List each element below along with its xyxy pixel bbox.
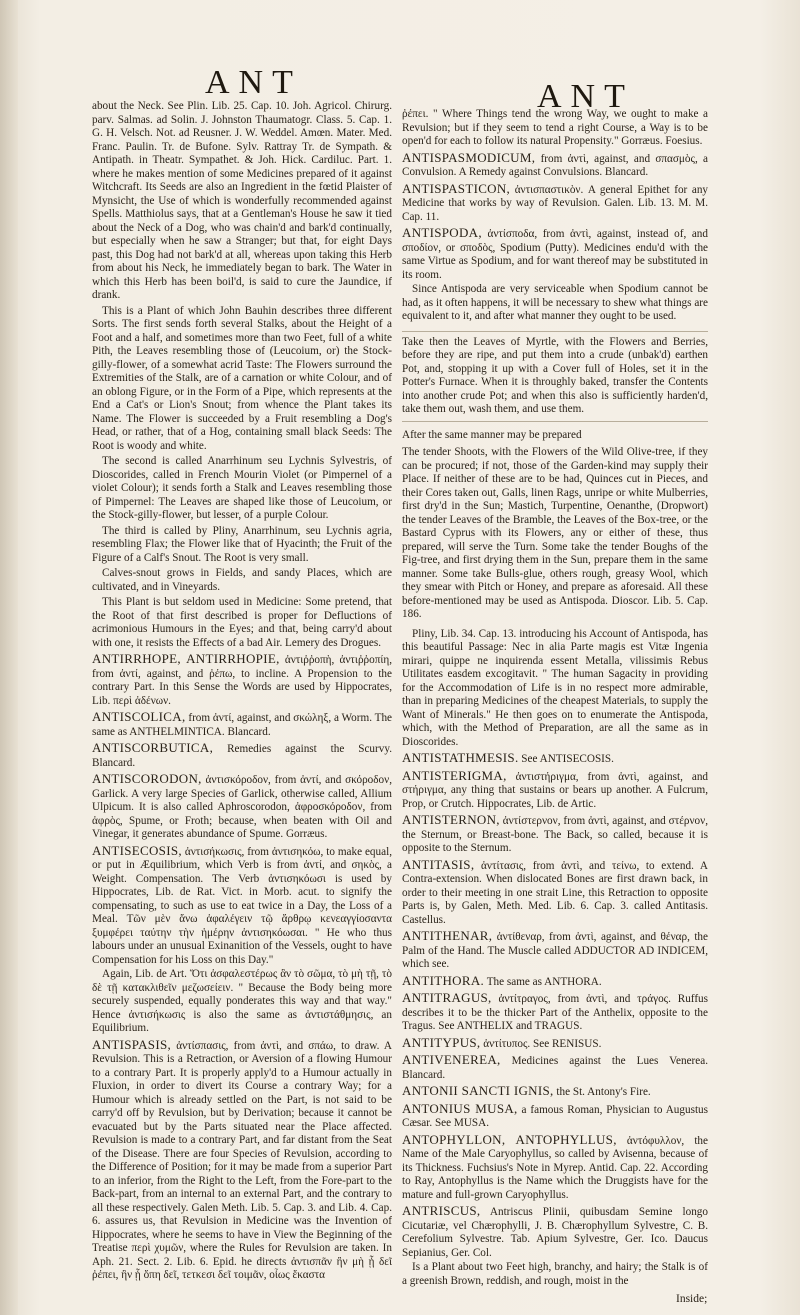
entry-text: ἀντίτυπος. See RENISUS. [483,1037,602,1050]
entry-headword: ANTISPASTICON, [402,180,511,196]
entry-text: Again, Lib. de Art. Ὅτι ἀσφαλεστέρως ἂν τὸ σῶμα, τὸ μὴ τῇ, τὸ δὲ τῇ κατακλιθεῖν μεζωσείειν. " Because the Body being more securely suspended, equally ponderates this way and that way." Hence ἀντισήκωσις is also the same as ἀντιστάθμησις, an Equilibrium. [92,968,392,1034]
entry-headword: ANTONII SANCTI IGNIS, [402,1083,554,1098]
dictionary-entry [402,1133,708,1203]
entry-text: ἀντισκόροδον, from ἀντί, and σκόροδον, Garlick. A very large Species of Garlick, otherwise called, Allium Ulpicum. It is also called Aphroscorodon, ἀφροσκόροδον, from ἀφρὸς, Spume, or Froth; because, when beaten with Oil and Vinegar, it generates abundance of Spume. Gorræus. [92,774,392,840]
entry-headword: ANTRISCUS, [402,1203,481,1218]
entry-text: See ANTISECOSIS. [521,753,614,765]
recipe-block: Take then the Leaves of Myrtle, with the Flowers and Berries, before they are ripe, and put them into a crude (unbak'd) earthen Pot, and, stopping it up with a Cover full of Holes, set it in the Potter's Furnace. When it is throughly baked, transfer the Contents into another crude Pot; and when this also is sufficiently harden'd, take them out, wash them, and use them. [402,331,708,422]
dictionary-entry [402,1053,708,1082]
entry-text: ἀντίτραγος, from ἀντὶ, and τράγος. Ruffus describes it to be the thicker Part of the Anthelix, opposite to the Tragus. See ANTHELIX and TRAGUS. [402,993,708,1032]
entry-text: The same as ANTHORA. [486,975,602,988]
dictionary-entry [402,151,708,180]
entry-text: Antriscus Plinii, quibusdam Semine longo Cicutariæ, vel Chærophylli, J. B. Chærophyllum Sylvestre, C. B. Cerefolium Sylvestre. Tab. Apium Sylvestre, Ger. Ico. Daucus Sepianius, Ger. Col. [402,1206,708,1259]
dictionary-entry [402,751,708,767]
dictionary-entry [402,813,708,856]
entry-text: Remedies against the Scurvy. Blancard. [92,743,392,769]
left-column [92,100,392,1290]
page-spine-shadow [0,0,18,1315]
dictionary-entry [402,769,708,812]
entry-headword: ANTISPODA, [402,225,482,240]
dictionary-entry [92,710,392,739]
dictionary-entry [402,991,708,1034]
entry-text: ἀντίθεναρ, from ἀντὶ, against, and θέναρ, the Palm of the Hand. The Muscle called ADDUCTOR AD INDICEM, which see. [402,931,708,970]
dictionary-entry [402,1102,708,1131]
dictionary-entry [92,1038,392,1283]
entry-headword: ANTONIUS MUSA, [402,1100,518,1116]
entry-headword: ANTITASIS, [402,856,475,872]
running-head-left: ANT [205,64,302,101]
entry-headword: ANTITYPUS, [402,1034,481,1050]
right-column [402,108,708,1298]
dictionary-entry [402,974,708,990]
entry-text: from ἀντί, against, and σκώληξ, a Worm. The same as ANTHELMINTICA. Blancard. [92,712,392,738]
dictionary-entry [402,1084,708,1100]
entry-headword: ANTITRAGUS, [402,990,492,1005]
entry-text: ἀντισπαστικὸν. A general Epithet for any Medicine that works by way of Revulsion. Galen. Lib. 13. M. M. Cap. 11. [402,183,708,223]
entry-headword: ANTISCORBUTICA, [92,740,214,755]
entry-headword: ANTISTERNON, [402,812,500,827]
entry-text: ἀντισήκωσις, from ἀντισηκόω, to make equal, or put in Æquilibrium, which Verb is from ἀντί, and σηκὸς, a Weight. Compensation. The Verb ἀντισηκόωσι is used by Hippocrates, Lib. de Rat. Vict. in Morb. acut. to signify the compensating, to such as use to eat twice in a Day, the Loss of a Meal. Τῶν μὲν ἄνω ἀφαλέγειν τῷ ἄρθρῳ κενεαγγίοσαντα ξυμφέρει ταύτην τὴν ἡμέρην ἀντισηκόωσαι. " He who thus labours under an unusual Exinanition of the Vessels, ought to have Compensation for his Loss on this Day." [92,845,392,966]
entry-list-left [92,652,392,1283]
running-head-right: ANT [537,78,634,115]
entry-headword: ANTISPASIS, [92,1036,172,1052]
dictionary-entry [402,1036,708,1052]
entry-headword: ANTOPHYLLON, ANTOPHYLLUS, [402,1131,617,1147]
entry-headword: ANTIVENEREA, [402,1052,501,1067]
dictionary-entry [92,844,392,968]
entry-text: ἀντίστερνον, from ἀντὶ, against, and στέρνον, the Sternum, or Breast-bone. The Back, so called, because it is opposite to the Sternum. [402,815,708,854]
entry-headword: ANTISTATHMESIS. [402,750,519,765]
paragraph: Calves-snout grows in Fields, and sandy Places, which are cultivated, and in Vineyards. [92,567,392,593]
dictionary-entry [402,858,708,928]
paragraph: This is a Plant of which John Bauhin describes three different Sorts. The first sends forth several Stalks, about the Height of a Foot and a half, and sometimes more than two Feet, full of a white Pith, the Leaves resembling those of (Leucoium, or) the Stock-gilly-flower, of a somewhat acrid Taste: The Flowers surround the Extremities of the Stalk, are of a carnation or white Colour, and of an oblong Figure, or in the Form of a Pipe, which represents at the End a Cat's or Lion's Snout; from whence the Plant takes its Name. The Flower is succeeded by a Fruit resembling a Dog's Head, or rather, that of a Hog, containing small black Seeds: The Root is woody and white. [92,304,392,452]
entry-headword: ANTITHORA. [402,972,485,988]
paragraph: ῥέπει. " Where Things tend the wrong Way, we ought to make a Revulsion; but if they seem to tend a right Course, a Way is to be open'd for each to follow its natural Propensity." Gorræus. Foesius. [402,108,708,147]
recipe-heading: After the same manner may be prepared [402,428,582,441]
dictionary-entry [402,1204,708,1260]
entry-text: the St. Antony's Fire. [556,1086,651,1098]
entry-continuation [92,968,392,1036]
dictionary-entry [92,772,392,842]
entry-text: Medicines against the Lues Venerea. Blancard. [402,1055,708,1081]
entry-text: ἀντιῤῥοπὴ, ἀντιῤῥοπίη, from ἀντί, against, and ῥέπω, to incline. A Propension to the contrary Part. In this Sense the Words are used by Hippocrates, Lib. περὶ ἀδένων. [92,654,392,707]
entry-text: ἀντίτασις, from ἀντὶ, and τείνω, to extend. A Contra-extension. When dislocated Bones are first drawn back, in order to their meeting in one strait Line, this Retraction to opposite Parts is, by Galen, Meth. Med. Lib. 6. Cap. 3. called Antitasis. Castellus. [402,859,708,926]
paragraph: The third is called by Pliny, Anarrhinum, seu Lychnis agria, resembling Flax; the Flower like that of Hyacinth; the Fruit of the Figure of a Calf's Snout. The Root is very small. [92,524,392,564]
paragraph: Is a Plant about two Feet high, branchy, and hairy; the Stalk is of a greenish Brown, reddish, and rough, moist in the [402,1261,708,1287]
entry-headword: ANTISECOSIS, [92,842,182,858]
entry-headword: ANTITHENAR, [402,928,493,943]
entry-text: from ἀντὶ, against, and σπασμὸς, a Convulsion. A Remedy against Convulsions. Blancard. [402,152,708,178]
entry-headword: ANTISCOLICA, [92,709,186,724]
paragraph: Pliny, Lib. 34. Cap. 13. introducing his Account of Antispoda, has this beautiful Passage: Nec in alia Parte magis est Vitæ Ingenia mirari, quippe ne inquirenda essent Metalla, vilissimis Rebus Utilitates easdem excogitavit. " The human Sagacity in providing for the Accommodation of Life is in no respect more admirable, than in preparing Medicines of the cheapest Materials, to supply the Want of Minerals." He then goes on to enumerate the Antispoda, which, with the Method of Preparation, are all the same as in Dioscorides. [402,627,708,748]
paragraph: This Plant is but seldom used in Medicine: Some pretend, that the Root of that first described is proper for Defluctions of acrimonious Humours in the Eyes; and that, being carry'd about with one, it resists the Effects of a bad Air. Lemery des Drogues. [92,596,392,649]
recipe-block: The tender Shoots, with the Flowers of the Wild Olive-tree, if they can be procured; if not, those of the Garden-kind may supply their Place. If neither of these are to be had, Quinces cut in Pieces, and their Cores taken out, Galls, linen Rags, unripe or white Mulberries, first dry'd in the Sun; Mastich, Turpentine, Oenanthe, (Dropwort) the tender Leaves of the Bramble, the Leaves of the Box-tree, or the Bastard Cyprus with its Flowers, any or either of these, thus prepared, will serve the Turn. Some take the tender Boughs of the Fig-tree, and first drying them in the Sun, prepare them in the same manner. Some take Bulls-glue, others rough, greasy Wool, which they smear with Pitch or Honey, and prepare as aforesaid. All these before-mentioned may be used as Antispoda. Dioscor. Lib. 5. Cap. 186. [402,446,708,620]
entry-text: a famous Roman, Physician to Augustus Cæsar. See MUSA. [402,1103,708,1129]
entry-text: ἀντίσπασις, from ἀντὶ, and σπάω, to draw. A Revulsion. This is a Retraction, or Aversion of a flowing Humour to a contrary Part. It is properly apply'd to a Humour actually in Fluxion, in order to divert its Course a contrary Way; for a Humour which is already settled on the Part, is not said to be carry'd off by Revulsion, but by Derivation; because it cannot be evacuated but by the Parts situated near the Place affected. Revulsion is made to a contrary Part, and far distant from the Seat of the Disease. There are four Species of Revulsion, according to the Difference of Position; for it may be made from a superior Part to an inferior, from the Right to the Left, from the Fore-part to the Back-part, from an internal to an external Part, and the contrary to all these respectively. Galen Meth. Lib. 5. Cap. 3. and Lib. 4. Cap. 6. assures us, that Revulsion in Medicine was the Invention of Hippocrates, where he seems to have in View the Beginning of the Treatise περὶ χυμῶν, where the Rules for Revulsion are taken. In Aph. 21. Sect. 2. Lib. 6. Epid. he directs ἀντισπᾶν ἢν μὴ ᾗ δεῖ ῥέπει, ἢν ᾗ ὅπη δεῖ, τετκεσι δεῖ τοιμᾶν, οἷως ἕκαστα [92,1039,392,1281]
entry-headword: ANTISTERIGMA, [402,767,507,783]
dictionary-entry [402,182,708,225]
entry-text: ἀντίσποδα, from ἀντὶ, against, instead of, and σποδίον, or σποδὸς, Spodium (Putty). Medicines endu'd with the same Virtue as Spodium, and for want thereof may be substituted in its room. [402,228,708,281]
entry-headword: ANTISCORODON, [92,771,202,786]
paragraph: The second is called Anarrhinum seu Lychnis Sylvestris, of Dioscorides, called in French Mourin Violet (or Pimpernel of a violet Colour); it sends forth a Stalk and Leaves resembling those of Pimpernel: The Leaves are shaped like those of Leucoium, or the Stock-gilly-flower, but lesser, of a purple Colour. [92,455,392,521]
dictionary-entry [92,652,392,708]
entry-headword: ANTIRRHOPE, ANTIRRHOPIE, [92,651,280,666]
dictionary-entry [402,226,708,282]
dictionary-entry [92,741,392,770]
paragraph: Since Antispoda are very serviceable when Spodium cannot be had, as it often happens, it will be necessary to shew what things are equivalent to it, and after what manner they ought to be used. [402,283,708,322]
catchword: Inside; [676,1293,708,1305]
dictionary-entry [402,929,708,972]
entry-text: ἀντόφυλλον, the Name of the Male Caryophyllus, so called by Avisenna, because of its Thickness. Fuchsius's Note in Myrep. Antid. Cap. 22. According to Ray, Antophyllus is the Name which the Druggists have for the mature and full-grown Caryophyllus. [402,1134,708,1201]
entry-headword: ANTISPASMODICUM, [402,149,536,165]
entry-list-right [402,751,708,1260]
paragraph: about the Neck. See Plin. Lib. 25. Cap. 10. Joh. Agricol. Chirurg. parv. Salmas. ad Solin. J. Johnston Thaumatogr. Class. 5. Cap. 1. G. H. Velsch. Not. ad Reusner. J. W. Weddel. Amœn. Mater. Med. Franc. Paulin. Tr. de Bufone. Sylv. Rattray Tr. de Sympath. & Antipath. in Theatr. Sympathet. & Joh. Hick. Cardiluc. Part. 1. where he makes mention of some Medicines prepared of it against Witchcraft. Its Seeds are also an Ingredient in the fœtid Plaister of Mynsicht, the Use of which is wonderfully recommended against Spells. Matthiolus says, that at a Gentleman's House he saw it tied about the Neck of a Dog, who was chain'd and bark'd continually, but especially when he saw a Stranger; but that, for eight Days past, this Dog had not bark'd at all, whereas upon taking this Herb from about his Neck, he immediately began to bark. The Water in which this Herb has been boil'd, is said to cure the Jaundice, if drank. [92,100,392,301]
entry-text: ἀντιστήριγμα, from ἀντὶ, against, and στήριγμα, any thing that sustains or bears up another. A Fulcrum, Prop, or Crutch. Hippocrates, Lib. de Artic. [402,770,708,810]
